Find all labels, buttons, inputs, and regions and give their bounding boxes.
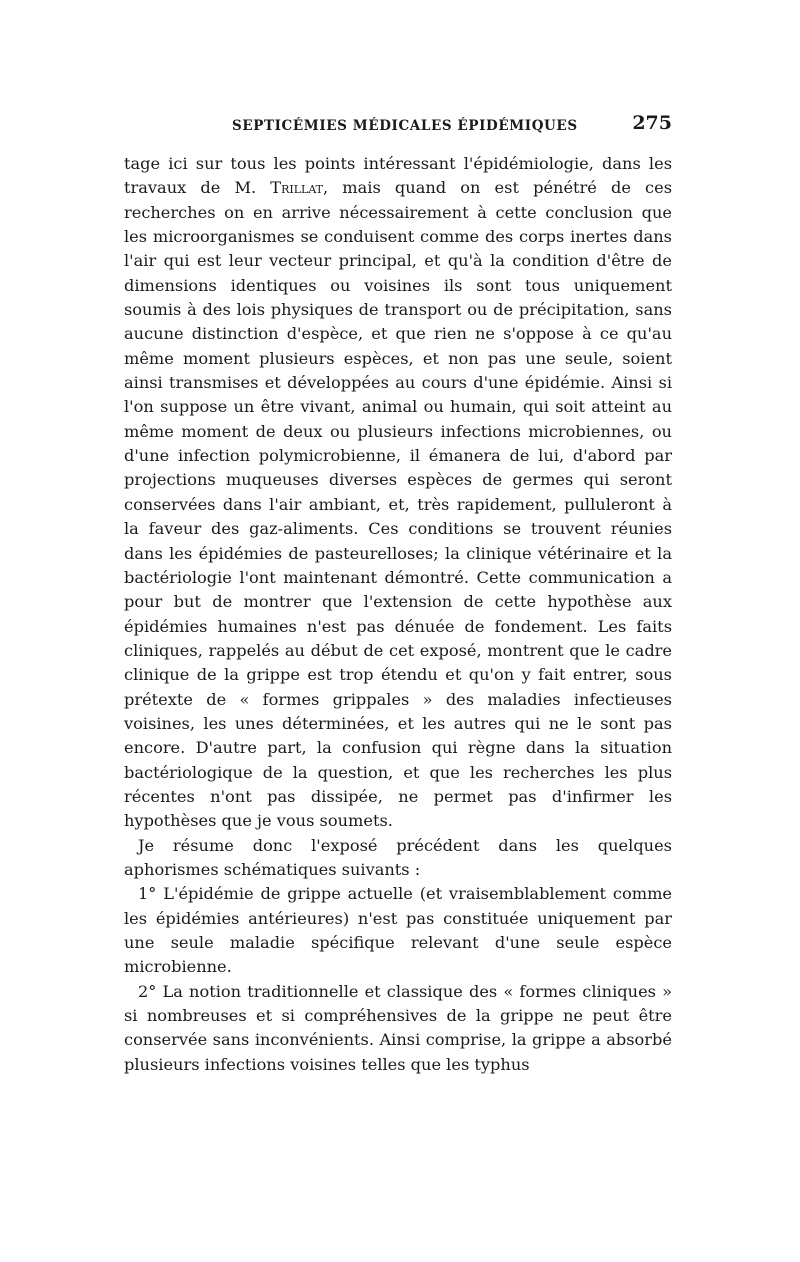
aphorism-1: 1° L'épidémie de grippe actuelle (et vraisemblablement comme les épidémies antérieures) n'est pas constituée uniquement par une seule maladie spécifique relevant d'une seule espèce microbienne. — [124, 884, 672, 977]
paragraph-1-text-before: tage ici sur tous les points intéressant l'épidémiologie, dans les travaux de M. — [124, 154, 672, 198]
page-number: 275 — [632, 112, 672, 134]
book-page — [124, 112, 672, 1077]
running-head — [124, 112, 672, 138]
aphorism-2: 2° La notion traditionnelle et classique des « formes cliniques » si nombreuses et si compréhensives de la grippe ne peut être conservée sans inconvénients. Ainsi comprise, la grippe a absorbé plusieurs infections voisines telles que les typhus — [124, 981, 672, 1074]
body-text — [124, 152, 672, 1077]
paragraph-2: Je résume donc l'exposé précédent dans les quelques aphorismes schématiques suivants : — [124, 835, 672, 879]
paragraph-1-text-after: , mais quand on est pénétré de ces recherches on en arrive nécessairement à cette conclusion que les microorganismes se conduisent comme des corps inertes dans l'air qui est leur vecteur principal, et qu'à la condition d'être de dimensions identiques ou voisines ils sont tous uniquement soumis à des lois physiques de transport ou de précipitation, sans aucune distinction d'espèce, et que rien ne s'oppose à ce qu'au même moment plusieurs espèces, et non pas une seule, soient ainsi transmises et développées au cours d'une épidémie. Ainsi si l'on suppose un être vivant, animal ou humain, qui soit atteint au même moment de deux ou plusieurs infections microbiennes, ou d'une infection polymicrobienne, il émanera de lui, d'abord par projections muqueuses diverses espèces de germes qui seront conservées dans l'air ambiant, et, très rapidement, pulluleront à la faveur des gaz-aliments. Ces conditions se trouvent réunies dans les épidémies de pasteurelloses; la clinique vétérinaire et la bactériologie l'ont maintenant démontré. Cette communication a pour but de montrer que l'extension de cette hypothèse aux épidémies humaines n'est pas dénuée de fondement. Les faits cliniques, rappelés au début de cet exposé, montrent que le cadre clinique de la grippe est trop étendu et qu'on y fait entrer, sous prétexte de « formes grippales » des maladies infectieuses voisines, les unes déterminées, et les autres qui ne le sont pas encore. D'autre part, la confusion qui règne dans la situation bactériologique de la question, et que les recherches les plus récentes n'ont pas dissipée, ne permet pas d'infirmer les hypothèses que je vous soumets. — [124, 178, 672, 831]
author-name: Trillat — [270, 178, 324, 198]
paragraph-1 — [124, 152, 672, 834]
running-title: SEPTICÉMIES MÉDICALES ÉPIDÉMIQUES — [232, 118, 578, 134]
